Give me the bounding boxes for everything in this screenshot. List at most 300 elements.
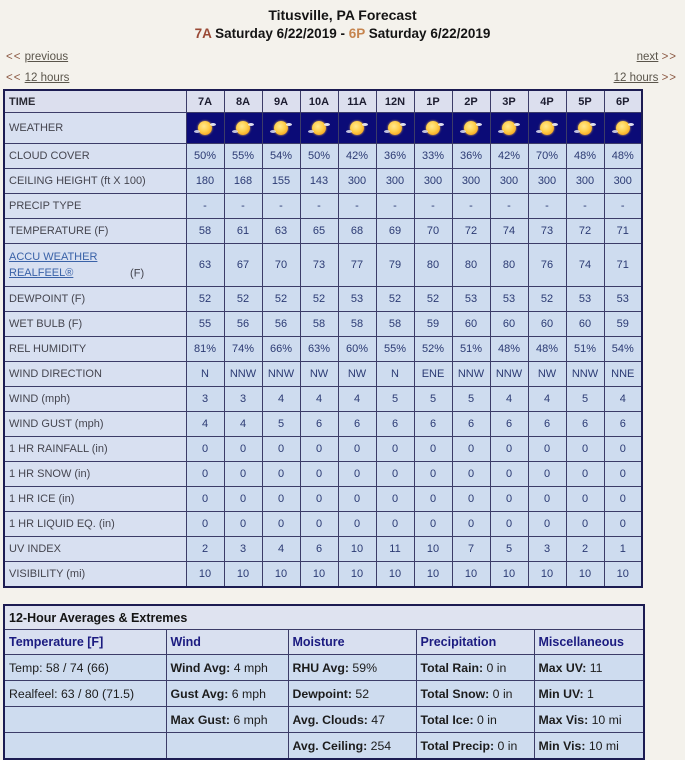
cell-precip-type-3p: - — [490, 194, 528, 219]
cell-precip-type-7a: - — [186, 194, 224, 219]
cell-1-hr-liquid-eq-in-7a: 0 — [186, 512, 224, 537]
cell-accu-weather-realfeel-10a: 73 — [300, 244, 338, 287]
cell-precip-type-10a: - — [300, 194, 338, 219]
cell-wet-bulb-f-9a: 56 — [262, 312, 300, 337]
cell-ceiling-height-ft-x-100-7a: 180 — [186, 169, 224, 194]
row-label-1-hr-ice-in: 1 HR ICE (in) — [4, 487, 186, 512]
cell-1-hr-ice-in-7a: 0 — [186, 487, 224, 512]
cell-1-hr-ice-in-6p: 0 — [604, 487, 642, 512]
cell-1-hr-snow-in-1p: 0 — [414, 462, 452, 487]
cell-rel-humidity-4p: 48% — [528, 337, 566, 362]
averages-label-gust-avg: Gust Avg: — [170, 686, 229, 701]
averages-cell-avg-clouds: Avg. Clouds: 47 — [288, 707, 416, 733]
averages-label-temp: Temp: — [9, 660, 43, 675]
hour-nav — [6, 50, 677, 64]
cell-wind-gust-mph-12n: 6 — [376, 412, 414, 437]
sun-icon — [350, 121, 364, 135]
cell-temperature-f-1p: 70 — [414, 219, 452, 244]
cell-wet-bulb-f-3p: 60 — [490, 312, 528, 337]
cell-uv-index-11a: 10 — [338, 537, 376, 562]
cell-1-hr-ice-in-9a: 0 — [262, 487, 300, 512]
cell-wind-gust-mph-3p: 6 — [490, 412, 528, 437]
averages-title: 12-Hour Averages & Extremes — [4, 605, 644, 630]
cell-rel-humidity-8a: 74% — [224, 337, 262, 362]
cell-wet-bulb-f-8a: 56 — [224, 312, 262, 337]
averages-label-wind-avg: Wind Avg: — [170, 660, 231, 675]
cell-wind-mph-7a: 3 — [186, 387, 224, 412]
averages-header-wind: Wind — [166, 630, 288, 655]
time-header-1p: 1P — [414, 90, 452, 113]
cell-precip-type-4p: - — [528, 194, 566, 219]
cell-ceiling-height-ft-x-100-6p: 300 — [604, 169, 642, 194]
averages-cell-min-uv: Min UV: 1 — [534, 681, 644, 707]
cell-wind-gust-mph-1p: 6 — [414, 412, 452, 437]
forecast-row-cloud-cover — [4, 144, 642, 169]
cell-1-hr-ice-in-11a: 0 — [338, 487, 376, 512]
cell-wet-bulb-f-2p: 60 — [452, 312, 490, 337]
averages-label-total-snow: Total Snow: — [420, 686, 490, 701]
range-separator: - — [340, 26, 345, 41]
cell-1-hr-liquid-eq-in-3p: 0 — [490, 512, 528, 537]
left-arrows-icon: << — [6, 51, 22, 63]
averages-cell-max-gust: Max Gust: 6 mph — [166, 707, 288, 733]
cell-cloud-cover-10a: 50% — [300, 144, 338, 169]
cell-dewpoint-f-6p: 53 — [604, 287, 642, 312]
averages-label-total-rain: Total Rain: — [420, 660, 484, 675]
cell-wind-gust-mph-7a: 4 — [186, 412, 224, 437]
cell-1-hr-snow-in-4p: 0 — [528, 462, 566, 487]
forecast-row-wind-mph — [4, 387, 642, 412]
cell-cloud-cover-5p: 48% — [566, 144, 604, 169]
next-12-hours-link[interactable] — [614, 72, 677, 84]
page-header — [0, 0, 685, 41]
averages-cell-realfeel: Realfeel: 63 / 80 (71.5) — [4, 681, 166, 707]
cell-visibility-mi-2p: 10 — [452, 562, 490, 588]
cell-ceiling-height-ft-x-100-10a: 143 — [300, 169, 338, 194]
row-label-1-hr-liquid-eq-in: 1 HR LIQUID EQ. (in) — [4, 512, 186, 537]
cell-wind-direction-7a: N — [186, 362, 224, 387]
row-label-weather: WEATHER — [4, 113, 186, 144]
cell-precip-type-6p: - — [604, 194, 642, 219]
cell-cloud-cover-9a: 54% — [262, 144, 300, 169]
weather-cell-9a — [262, 113, 300, 144]
cell-uv-index-1p: 10 — [414, 537, 452, 562]
cell-visibility-mi-7a: 10 — [186, 562, 224, 588]
cell-wet-bulb-f-11a: 58 — [338, 312, 376, 337]
cell-precip-type-8a: - — [224, 194, 262, 219]
averages-label-rhu-avg: RHU Avg: — [292, 660, 349, 675]
time-header-12n: 12N — [376, 90, 414, 113]
cell-wind-gust-mph-4p: 6 — [528, 412, 566, 437]
cell-wind-mph-1p: 5 — [414, 387, 452, 412]
averages-cell-empty — [4, 733, 166, 760]
sun-icon — [616, 121, 630, 135]
cell-wind-direction-12n: N — [376, 362, 414, 387]
cell-uv-index-10a: 6 — [300, 537, 338, 562]
forecast-row-wind-direction — [4, 362, 642, 387]
cell-temperature-f-6p: 71 — [604, 219, 642, 244]
cell-wind-mph-12n: 5 — [376, 387, 414, 412]
averages-cell-temp: Temp: 58 / 74 (66) — [4, 655, 166, 681]
row-label-wind-mph: WIND (mph) — [4, 387, 186, 412]
cell-wet-bulb-f-6p: 59 — [604, 312, 642, 337]
cell-rel-humidity-6p: 54% — [604, 337, 642, 362]
cell-accu-weather-realfeel-11a: 77 — [338, 244, 376, 287]
averages-cell-dewpoint: Dewpoint: 52 — [288, 681, 416, 707]
cell-1-hr-ice-in-12n: 0 — [376, 487, 414, 512]
averages-label-min-vis: Min Vis: — [538, 738, 586, 753]
cell-uv-index-12n: 11 — [376, 537, 414, 562]
cell-visibility-mi-9a: 10 — [262, 562, 300, 588]
cell-dewpoint-f-10a: 52 — [300, 287, 338, 312]
cell-wet-bulb-f-7a: 55 — [186, 312, 224, 337]
row-label-suffix: (F) — [127, 267, 145, 279]
averages-cell-max-vis: Max Vis: 10 mi — [534, 707, 644, 733]
cell-accu-weather-realfeel-12n: 79 — [376, 244, 414, 287]
averages-header-precipitation: Precipitation — [416, 630, 534, 655]
cell-dewpoint-f-1p: 52 — [414, 287, 452, 312]
row-label-temperature-f: TEMPERATURE (F) — [4, 219, 186, 244]
averages-cell-min-vis: Min Vis: 10 mi — [534, 733, 644, 760]
range-end-date: Saturday 6/22/2019 — [368, 26, 491, 41]
range-end-time: 6P — [348, 26, 366, 41]
cell-1-hr-rainfall-in-10a: 0 — [300, 437, 338, 462]
averages-header-miscellaneous: Miscellaneous — [534, 630, 644, 655]
row-label-uv-index: UV INDEX — [4, 537, 186, 562]
cell-ceiling-height-ft-x-100-2p: 300 — [452, 169, 490, 194]
cell-visibility-mi-6p: 10 — [604, 562, 642, 588]
averages-cell-max-uv: Max UV: 11 — [534, 655, 644, 681]
row-label-1-hr-rainfall-in: 1 HR RAINFALL (in) — [4, 437, 186, 462]
cell-rel-humidity-2p: 51% — [452, 337, 490, 362]
averages-label-total-ice: Total Ice: — [420, 712, 474, 727]
cell-dewpoint-f-4p: 52 — [528, 287, 566, 312]
cell-dewpoint-f-5p: 53 — [566, 287, 604, 312]
cell-uv-index-7a: 2 — [186, 537, 224, 562]
cell-1-hr-snow-in-5p: 0 — [566, 462, 604, 487]
cell-ceiling-height-ft-x-100-3p: 300 — [490, 169, 528, 194]
cell-uv-index-2p: 7 — [452, 537, 490, 562]
averages-cell-rhu-avg: RHU Avg: 59% — [288, 655, 416, 681]
weather-cell-10a — [300, 113, 338, 144]
averages-row-3 — [4, 707, 644, 733]
cell-visibility-mi-5p: 10 — [566, 562, 604, 588]
cell-1-hr-liquid-eq-in-2p: 0 — [452, 512, 490, 537]
cell-1-hr-rainfall-in-7a: 0 — [186, 437, 224, 462]
weather-cell-8a — [224, 113, 262, 144]
averages-label-realfeel: Realfeel: — [9, 686, 58, 701]
cell-dewpoint-f-2p: 53 — [452, 287, 490, 312]
cell-temperature-f-9a: 63 — [262, 219, 300, 244]
cell-1-hr-rainfall-in-6p: 0 — [604, 437, 642, 462]
cell-temperature-f-8a: 61 — [224, 219, 262, 244]
sun-icon — [426, 121, 440, 135]
cell-1-hr-liquid-eq-in-1p: 0 — [414, 512, 452, 537]
cell-temperature-f-11a: 68 — [338, 219, 376, 244]
averages-cell-empty — [166, 733, 288, 760]
averages-label-max-uv: Max UV: — [538, 660, 587, 675]
cell-cloud-cover-4p: 70% — [528, 144, 566, 169]
averages-cell-total-precip: Total Precip: 0 in — [416, 733, 534, 760]
cell-cloud-cover-12n: 36% — [376, 144, 414, 169]
row-label-wind-direction: WIND DIRECTION — [4, 362, 186, 387]
cell-1-hr-rainfall-in-4p: 0 — [528, 437, 566, 462]
time-header-row — [4, 90, 642, 113]
cell-uv-index-9a: 4 — [262, 537, 300, 562]
forecast-row-uv-index — [4, 537, 642, 562]
cell-uv-index-4p: 3 — [528, 537, 566, 562]
cell-precip-type-11a: - — [338, 194, 376, 219]
cell-wind-mph-11a: 4 — [338, 387, 376, 412]
cell-wind-direction-9a: NNW — [262, 362, 300, 387]
cell-wind-gust-mph-11a: 6 — [338, 412, 376, 437]
averages-label-min-uv: Min UV: — [538, 686, 584, 701]
cell-temperature-f-2p: 72 — [452, 219, 490, 244]
cell-wet-bulb-f-1p: 59 — [414, 312, 452, 337]
cell-wind-direction-2p: NNW — [452, 362, 490, 387]
cell-visibility-mi-3p: 10 — [490, 562, 528, 588]
averages-label-max-gust: Max Gust: — [170, 712, 230, 727]
cell-1-hr-snow-in-7a: 0 — [186, 462, 224, 487]
cell-dewpoint-f-7a: 52 — [186, 287, 224, 312]
cell-wind-gust-mph-2p: 6 — [452, 412, 490, 437]
cell-accu-weather-realfeel-2p: 80 — [452, 244, 490, 287]
time-header-10a: 10A — [300, 90, 338, 113]
cell-rel-humidity-3p: 48% — [490, 337, 528, 362]
sun-icon — [312, 121, 326, 135]
cell-wind-direction-5p: NNW — [566, 362, 604, 387]
cell-rel-humidity-12n: 55% — [376, 337, 414, 362]
cell-1-hr-ice-in-1p: 0 — [414, 487, 452, 512]
cell-1-hr-snow-in-12n: 0 — [376, 462, 414, 487]
cell-1-hr-ice-in-10a: 0 — [300, 487, 338, 512]
forecast-row-1-hr-ice-in — [4, 487, 642, 512]
cell-wind-direction-10a: NW — [300, 362, 338, 387]
cell-dewpoint-f-9a: 52 — [262, 287, 300, 312]
cell-1-hr-rainfall-in-2p: 0 — [452, 437, 490, 462]
cell-temperature-f-5p: 72 — [566, 219, 604, 244]
cell-accu-weather-realfeel-1p: 80 — [414, 244, 452, 287]
row-label-wind-gust-mph: WIND GUST (mph) — [4, 412, 186, 437]
range-start-time: 7A — [194, 26, 212, 41]
cell-dewpoint-f-12n: 52 — [376, 287, 414, 312]
cell-cloud-cover-7a: 50% — [186, 144, 224, 169]
cell-wind-mph-6p: 4 — [604, 387, 642, 412]
cell-accu-weather-realfeel-9a: 70 — [262, 244, 300, 287]
cell-1-hr-rainfall-in-12n: 0 — [376, 437, 414, 462]
cell-1-hr-snow-in-8a: 0 — [224, 462, 262, 487]
cell-wind-direction-11a: NW — [338, 362, 376, 387]
cell-accu-weather-realfeel-3p: 80 — [490, 244, 528, 287]
previous-12-hours-label[interactable]: 12 hours — [24, 72, 70, 84]
cell-visibility-mi-4p: 10 — [528, 562, 566, 588]
cell-visibility-mi-1p: 10 — [414, 562, 452, 588]
time-header-9a: 9A — [262, 90, 300, 113]
accuweather-realfeel-link[interactable]: ACCU WEATHER REALFEEL® — [9, 250, 98, 279]
cell-1-hr-liquid-eq-in-10a: 0 — [300, 512, 338, 537]
cell-wet-bulb-f-10a: 58 — [300, 312, 338, 337]
forecast-row-temperature-f — [4, 219, 642, 244]
weather-cell-2p — [452, 113, 490, 144]
cell-visibility-mi-11a: 10 — [338, 562, 376, 588]
time-header-7a: 7A — [186, 90, 224, 113]
averages-row-2 — [4, 681, 644, 707]
cell-wet-bulb-f-12n: 58 — [376, 312, 414, 337]
sun-icon — [388, 121, 402, 135]
cell-wind-mph-10a: 4 — [300, 387, 338, 412]
averages-label-avg-clouds: Avg. Clouds: — [292, 712, 368, 727]
row-label-wet-bulb-f: WET BULB (F) — [4, 312, 186, 337]
row-label-dewpoint-f: DEWPOINT (F) — [4, 287, 186, 312]
previous-link[interactable] — [6, 51, 68, 63]
cell-1-hr-ice-in-4p: 0 — [528, 487, 566, 512]
cell-1-hr-rainfall-in-9a: 0 — [262, 437, 300, 462]
cell-1-hr-liquid-eq-in-8a: 0 — [224, 512, 262, 537]
cell-uv-index-5p: 2 — [566, 537, 604, 562]
cell-1-hr-rainfall-in-8a: 0 — [224, 437, 262, 462]
cell-rel-humidity-9a: 66% — [262, 337, 300, 362]
cell-wind-mph-2p: 5 — [452, 387, 490, 412]
right-arrows-icon: >> — [661, 51, 677, 63]
cell-ceiling-height-ft-x-100-4p: 300 — [528, 169, 566, 194]
time-header-label: TIME — [4, 90, 186, 113]
weather-cell-7a — [186, 113, 224, 144]
cell-temperature-f-4p: 73 — [528, 219, 566, 244]
row-label-visibility-mi: VISIBILITY (mi) — [4, 562, 186, 588]
cell-1-hr-liquid-eq-in-9a: 0 — [262, 512, 300, 537]
weather-cell-3p — [490, 113, 528, 144]
forecast-row-rel-humidity — [4, 337, 642, 362]
forecast-row-accu-weather-realfeel — [4, 244, 642, 287]
cell-1-hr-snow-in-3p: 0 — [490, 462, 528, 487]
row-label-accu-weather-realfeel — [4, 244, 186, 287]
averages-header-temperature-f: Temperature [F] — [4, 630, 166, 655]
cell-wind-mph-5p: 5 — [566, 387, 604, 412]
averages-label-avg-ceiling: Avg. Ceiling: — [292, 738, 368, 753]
cell-wind-mph-3p: 4 — [490, 387, 528, 412]
cell-wind-gust-mph-6p: 6 — [604, 412, 642, 437]
sun-icon — [236, 121, 250, 135]
cell-rel-humidity-5p: 51% — [566, 337, 604, 362]
cell-wind-mph-9a: 4 — [262, 387, 300, 412]
cell-cloud-cover-1p: 33% — [414, 144, 452, 169]
cell-precip-type-5p: - — [566, 194, 604, 219]
weather-row — [4, 113, 642, 144]
cell-cloud-cover-3p: 42% — [490, 144, 528, 169]
next-12-hours-label[interactable]: 12 hours — [613, 72, 659, 84]
sun-icon — [540, 121, 554, 135]
cell-temperature-f-12n: 69 — [376, 219, 414, 244]
right-arrows-icon: >> — [661, 72, 677, 84]
cell-1-hr-ice-in-3p: 0 — [490, 487, 528, 512]
page-title: Titusville, PA Forecast — [268, 7, 417, 23]
cell-precip-type-9a: - — [262, 194, 300, 219]
cell-wind-direction-6p: NNE — [604, 362, 642, 387]
cell-uv-index-3p: 5 — [490, 537, 528, 562]
cell-precip-type-12n: - — [376, 194, 414, 219]
cell-precip-type-1p: - — [414, 194, 452, 219]
cell-cloud-cover-8a: 55% — [224, 144, 262, 169]
averages-cell-gust-avg: Gust Avg: 6 mph — [166, 681, 288, 707]
time-header-3p: 3P — [490, 90, 528, 113]
sun-icon — [502, 121, 516, 135]
forecast-table — [3, 89, 643, 588]
cell-dewpoint-f-3p: 53 — [490, 287, 528, 312]
cell-wet-bulb-f-5p: 60 — [566, 312, 604, 337]
cell-wet-bulb-f-4p: 60 — [528, 312, 566, 337]
averages-cell-avg-ceiling: Avg. Ceiling: 254 — [288, 733, 416, 760]
cell-wind-direction-8a: NNW — [224, 362, 262, 387]
cell-1-hr-rainfall-in-11a: 0 — [338, 437, 376, 462]
cell-visibility-mi-12n: 10 — [376, 562, 414, 588]
row-label-precip-type: PRECIP TYPE — [4, 194, 186, 219]
time-header-6p: 6P — [604, 90, 642, 113]
averages-cell-total-ice: Total Ice: 0 in — [416, 707, 534, 733]
row-label-cloud-cover: CLOUD COVER — [4, 144, 186, 169]
weather-cell-6p — [604, 113, 642, 144]
cell-temperature-f-3p: 74 — [490, 219, 528, 244]
cell-cloud-cover-2p: 36% — [452, 144, 490, 169]
cell-wind-gust-mph-10a: 6 — [300, 412, 338, 437]
cell-wind-direction-1p: ENE — [414, 362, 452, 387]
time-header-4p: 4P — [528, 90, 566, 113]
forecast-row-dewpoint-f — [4, 287, 642, 312]
forecast-row-ceiling-height-ft-x-100 — [4, 169, 642, 194]
cell-dewpoint-f-11a: 53 — [338, 287, 376, 312]
cell-precip-type-2p: - — [452, 194, 490, 219]
cell-wind-mph-8a: 3 — [224, 387, 262, 412]
cell-wind-gust-mph-9a: 5 — [262, 412, 300, 437]
averages-cell-empty — [4, 707, 166, 733]
cell-ceiling-height-ft-x-100-9a: 155 — [262, 169, 300, 194]
forecast-row-1-hr-liquid-eq-in — [4, 512, 642, 537]
next-link-label[interactable]: next — [636, 51, 659, 63]
cell-ceiling-height-ft-x-100-5p: 300 — [566, 169, 604, 194]
cell-1-hr-ice-in-8a: 0 — [224, 487, 262, 512]
range-start-date: Saturday 6/22/2019 — [215, 26, 337, 41]
weather-cell-11a — [338, 113, 376, 144]
cell-ceiling-height-ft-x-100-11a: 300 — [338, 169, 376, 194]
cell-wind-direction-3p: NNW — [490, 362, 528, 387]
left-arrows-icon: << — [6, 72, 22, 84]
cell-cloud-cover-11a: 42% — [338, 144, 376, 169]
cell-1-hr-snow-in-9a: 0 — [262, 462, 300, 487]
cell-dewpoint-f-8a: 52 — [224, 287, 262, 312]
previous-link-label[interactable]: previous — [24, 51, 69, 63]
cell-visibility-mi-10a: 10 — [300, 562, 338, 588]
next-link[interactable] — [637, 51, 677, 63]
cell-temperature-f-7a: 58 — [186, 219, 224, 244]
sun-icon — [198, 121, 212, 135]
averages-label-max-vis: Max Vis: — [538, 712, 589, 727]
cell-visibility-mi-8a: 10 — [224, 562, 262, 588]
twelve-hour-nav — [6, 71, 677, 85]
forecast-row-1-hr-rainfall-in — [4, 437, 642, 462]
averages-header-row — [4, 630, 644, 655]
previous-12-hours-link[interactable] — [6, 72, 69, 84]
cell-1-hr-snow-in-6p: 0 — [604, 462, 642, 487]
forecast-row-visibility-mi — [4, 562, 642, 588]
row-label-1-hr-snow-in: 1 HR SNOW (in) — [4, 462, 186, 487]
forecast-row-1-hr-snow-in — [4, 462, 642, 487]
cell-rel-humidity-10a: 63% — [300, 337, 338, 362]
cell-1-hr-liquid-eq-in-6p: 0 — [604, 512, 642, 537]
cell-temperature-f-10a: 65 — [300, 219, 338, 244]
cell-1-hr-snow-in-2p: 0 — [452, 462, 490, 487]
cell-1-hr-liquid-eq-in-5p: 0 — [566, 512, 604, 537]
forecast-row-precip-type — [4, 194, 642, 219]
cell-accu-weather-realfeel-5p: 74 — [566, 244, 604, 287]
